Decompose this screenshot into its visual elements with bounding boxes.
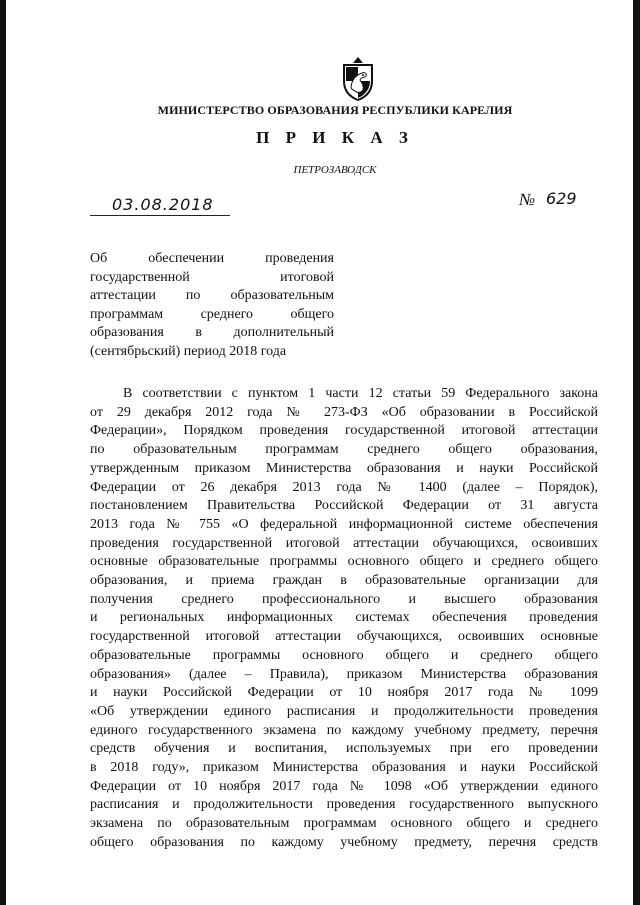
karelia-coat-of-arms-icon — [340, 57, 376, 101]
body-line: экзамена по образовательным программам основного общего и среднего — [90, 816, 598, 832]
body-line: «Об утверждении единого расписания и продолжительности проведения — [90, 703, 598, 719]
body-line: по образовательным программам среднего общего образования, — [90, 442, 598, 458]
body-line: образовательные программы основного общего и среднего общего — [90, 647, 598, 663]
body-line: и науки Российской Федерации от 10 ноября 2017 года № 1099 — [90, 685, 598, 701]
body-line: получения среднего профессионального и высшего образования — [90, 591, 598, 607]
ministry-title: МИНИСТЕРСТВО ОБРАЗОВАНИЯ РЕСПУБЛИКИ КАРЕЛИЯ — [157, 103, 513, 117]
body-line: Федерации», Порядком проведения государственной итоговой аттестации — [90, 423, 598, 439]
body-line: Федерации от 26 декабря 2013 года № 1400 (далее – Порядок), — [90, 479, 598, 495]
body-line: расписания и продолжительности проведения государственного выпускного — [90, 797, 598, 813]
body-line: постановлением Правительства Российской Федерации от 31 августа — [90, 498, 598, 514]
body-line: образования, и приема граждан в образовательные организации для — [90, 573, 598, 589]
body-line: 2013 года № 755 «О федеральной информационной системе обеспечения — [90, 516, 598, 532]
body-line: основные образовательные программы основного общего и среднего общего — [90, 554, 598, 570]
body-line: В соответствии с пунктом 1 части 12 статьи 59 Федерального закона — [123, 386, 598, 401]
body-line: от 29 декабря 2012 года № 273-ФЗ «Об образовании в Российской — [90, 404, 598, 420]
order-date: 03.08.2018 — [112, 195, 214, 214]
body-line: и региональных информационных системах обеспечения проведения — [90, 610, 598, 626]
order-number: 629 — [546, 189, 577, 208]
body-line: образования» (далее – Правила), приказом Министерства образования — [90, 666, 598, 682]
body-line: единого государственного экзамена по каждому учебному предмету, перечня — [90, 722, 598, 738]
number-sign: № — [519, 190, 536, 209]
body-line: утвержденным приказом Министерства образования и науки Российской — [90, 460, 598, 476]
subject-line: государственной итоговой — [90, 269, 334, 285]
body-line: государственной итоговой аттестации обучающихся, освоивших основные — [90, 629, 598, 645]
order-body — [90, 385, 598, 853]
body-line: общего образования по каждому учебному предмету, перечня средств — [90, 834, 598, 850]
body-line: средств обучения и воспитания, используемых при его проведении — [90, 741, 598, 757]
subject-line: программам среднего общего — [90, 306, 334, 322]
order-subject — [90, 250, 334, 362]
date-underline — [90, 215, 230, 216]
subject-line: (сентябрьский) период 2018 года — [90, 343, 287, 359]
subject-line: аттестации по образовательным — [90, 288, 334, 304]
body-line: в 2018 году», приказом Министерства образования и науки Российской — [90, 760, 598, 776]
subject-line: Об обеспечении проведения — [90, 251, 334, 266]
document-type: П Р И К А З — [256, 128, 414, 147]
body-line: Федерации от 10 ноября 2017 года № 1098 «Об утверждении единого — [90, 778, 598, 794]
subject-line: образования в дополнительный — [90, 325, 334, 341]
body-line: проведения государственной итоговой аттестации обучающихся, освоивших — [90, 535, 598, 551]
city-name: ПЕТРОЗАВОДСК — [293, 164, 377, 176]
